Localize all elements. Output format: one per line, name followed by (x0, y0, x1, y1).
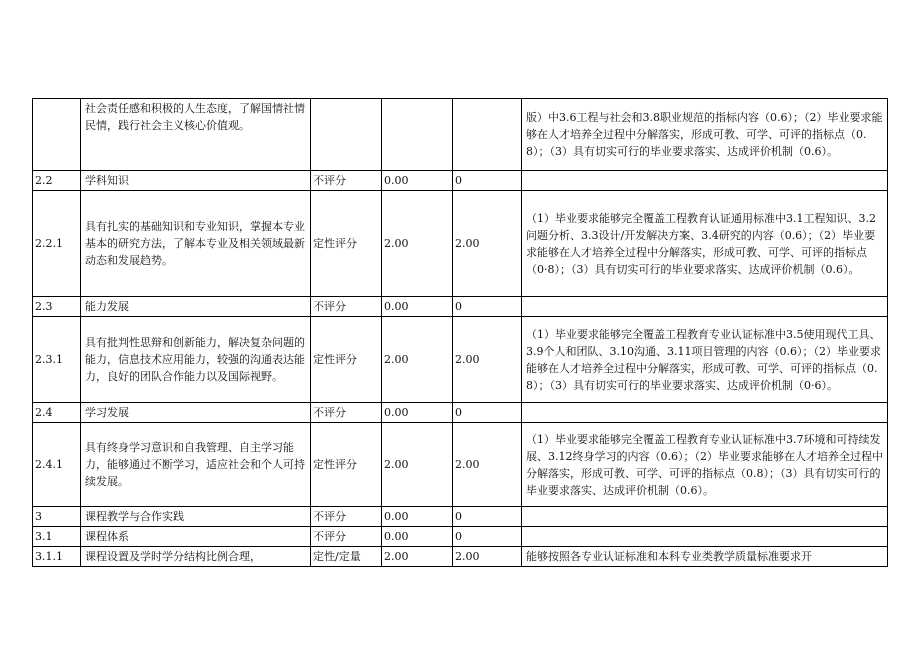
row-weight: 2.00 (453, 191, 522, 297)
table-row (33, 403, 888, 423)
row-id (33, 99, 81, 171)
row-id: 2.3.1 (33, 317, 81, 403)
row-method: 定性评分 (311, 191, 382, 297)
table-row (33, 547, 888, 567)
table-row (33, 317, 888, 403)
table-row (33, 507, 888, 527)
row-score: 0.00 (382, 171, 453, 191)
row-method (311, 99, 382, 171)
row-id: 2.4.1 (33, 423, 81, 507)
evaluation-table (32, 98, 888, 567)
row-standard (522, 403, 888, 423)
row-standard: 能够按照各专业认证标准和本科专业类教学质量标准要求开 (522, 547, 888, 567)
row-method: 不评分 (311, 297, 382, 317)
row-standard: （1）毕业要求能够完全覆盖工程教育认证通用标准中3.1工程知识、3.2问题分析、3.3设计/开发解决方案、3.4研究的内容（0.6）；（2）毕业要求能够在人才培养全过程中分解落实，形成可教、可学、可评的指标点（0·8）；（3）具有切实可行的毕业要求落实、达成评价机制（0.6）。 (522, 191, 888, 297)
row-method: 不评分 (311, 171, 382, 191)
row-score: 0.00 (382, 297, 453, 317)
table-row (33, 297, 888, 317)
row-score: 2.00 (382, 317, 453, 403)
table-row (33, 171, 888, 191)
row-score: 0.00 (382, 507, 453, 527)
row-indicator: 具有扎实的基础知识和专业知识，掌握本专业基本的研究方法，了解本专业及相关领域最新动态和发展趋势。 (81, 191, 311, 297)
row-indicator: 课程体系 (81, 527, 311, 547)
row-id: 3.1.1 (33, 547, 81, 567)
row-indicator: 课程设置及学时学分结构比例合理， (81, 547, 311, 567)
row-score: 0.00 (382, 403, 453, 423)
row-standard: （1）毕业要求能够完全覆盖工程教育专业认证标准中3.5使用现代工具、3.9个人和团队、3.10沟通、3.11项目管理的内容（0.6）；（2）毕业要求能够在人才培养全过程中分解落实，形成可教、可学、可评的指标点（0.8）；（3）具有切实可行的毕业要求落实、达成评价机制（0·6）。 (522, 317, 888, 403)
row-score: 2.00 (382, 547, 453, 567)
row-weight: 2.00 (453, 317, 522, 403)
table-row (33, 99, 888, 171)
row-weight: 2.00 (453, 423, 522, 507)
row-id: 2.4 (33, 403, 81, 423)
row-method: 不评分 (311, 403, 382, 423)
row-score: 0.00 (382, 527, 453, 547)
row-standard (522, 297, 888, 317)
row-id: 3 (33, 507, 81, 527)
row-id: 2.2 (33, 171, 81, 191)
row-indicator: 学习发展 (81, 403, 311, 423)
row-indicator: 具有终身学习意识和自我管理、自主学习能力，能够通过不断学习，适应社会和个人可持续发展。 (81, 423, 311, 507)
row-weight: 0 (453, 297, 522, 317)
row-standard (522, 527, 888, 547)
row-id: 2.2.1 (33, 191, 81, 297)
row-indicator: 课程教学与合作实践 (81, 507, 311, 527)
row-standard (522, 507, 888, 527)
row-standard (522, 171, 888, 191)
row-weight: 0 (453, 403, 522, 423)
row-id: 2.3 (33, 297, 81, 317)
row-indicator: 能力发展 (81, 297, 311, 317)
row-method: 定性/定量 (311, 547, 382, 567)
row-weight: 0 (453, 171, 522, 191)
table-row (33, 423, 888, 507)
row-indicator: 具有批判性思辩和创新能力，解决复杂问题的能力，信息技术应用能力，较强的沟通表达能力，良好的团队合作能力以及国际视野。 (81, 317, 311, 403)
row-indicator: 学科知识 (81, 171, 311, 191)
row-score: 2.00 (382, 423, 453, 507)
row-indicator: 社会责任感和积极的人生态度，了解国情社情民情，践行社会主义核心价值观。 (81, 99, 311, 171)
table-row (33, 191, 888, 297)
row-weight (453, 99, 522, 171)
row-score: 2.00 (382, 191, 453, 297)
row-standard: （1）毕业要求能够完全覆盖工程教育专业认证标准中3.7环境和可持续发展、3.12终身学习的内容（0.6）；（2）毕业要求能够在人才培养全过程中分解落实，形成可教、可学、可评的指标点（0.8）；（3）具有切实可行的毕业要求落实、达成评价机制（0.6）。 (522, 423, 888, 507)
row-weight: 0 (453, 507, 522, 527)
row-method: 定性评分 (311, 423, 382, 507)
row-weight: 0 (453, 527, 522, 547)
row-method: 不评分 (311, 507, 382, 527)
row-weight: 2.00 (453, 547, 522, 567)
row-standard: 版）中3.6工程与社会和3.8职业规范的指标内容（0.6）；（2）毕业要求能够在人才培养全过程中分解落实，形成可教、可学、可评的指标点（0.8）；（3）具有切实可行的毕业要求落实、达成评价机制（0.6）。 (522, 99, 888, 171)
table-row (33, 527, 888, 547)
row-id: 3.1 (33, 527, 81, 547)
row-method: 不评分 (311, 527, 382, 547)
row-method: 定性评分 (311, 317, 382, 403)
row-score (382, 99, 453, 171)
